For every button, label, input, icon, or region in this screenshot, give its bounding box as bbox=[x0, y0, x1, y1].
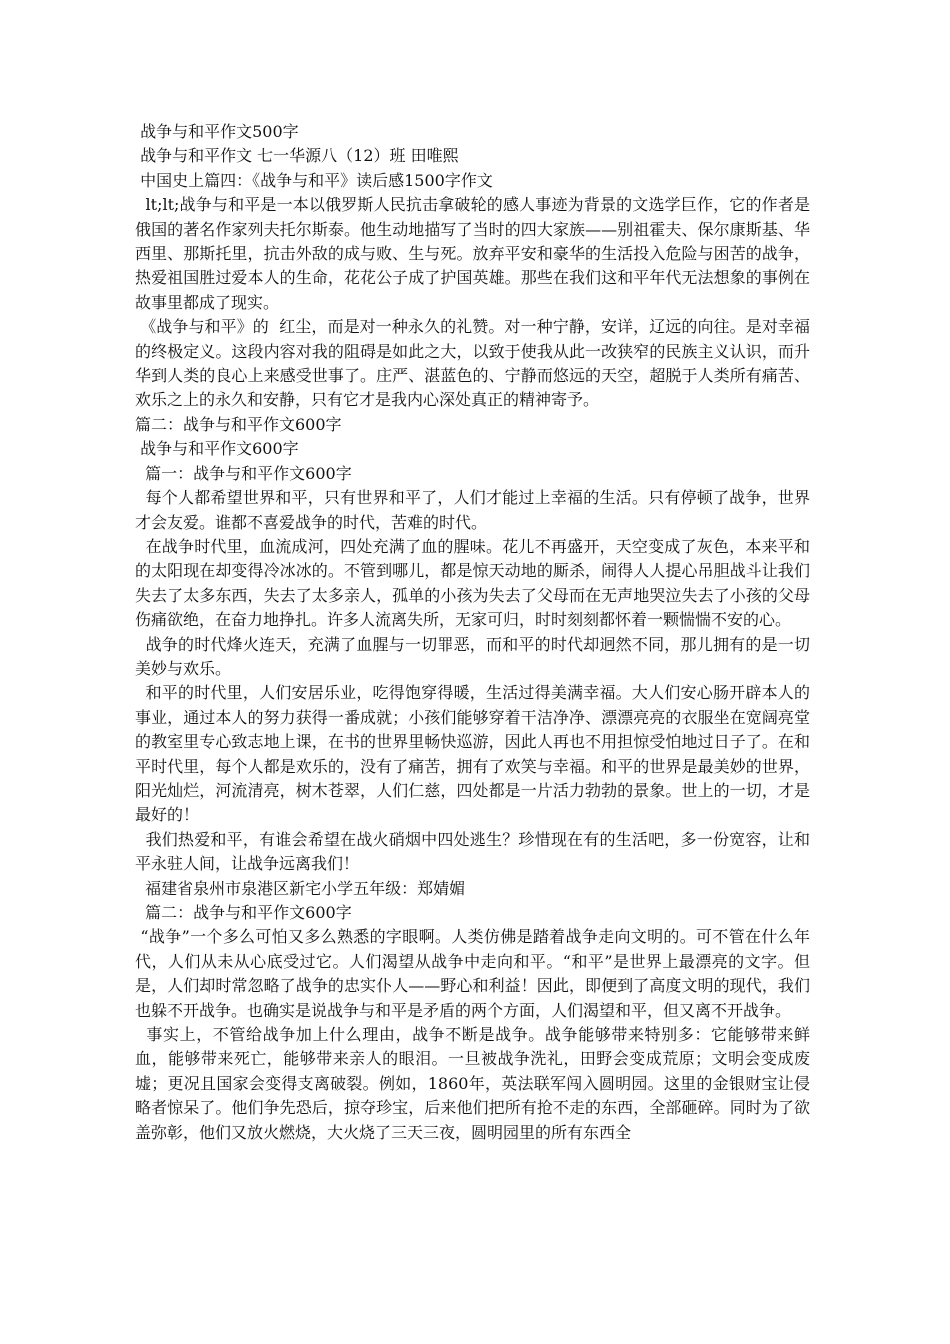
paragraph-6: 和平的时代里，人们安居乐业，吃得饱穿得暖，生活过得美满幸福。大人们安心肠开辟本人的事业，通过本人的努力获得一番成就；小孩们能够穿着干洁净净、漂漂亮亮的衣服坐在宽阔亮堂的教室里专心致志地上课，在书的世界里畅快巡游，因此人再也不用担惊受怕地过日子了。在和平时代里，每个人都是欢乐的，没有了痛苦，拥有了欢笑与幸福。和平的世界是最美妙的世界，阳光灿烂，河流清亮，树木苍翠，人们仁慈，四处都是一片活力勃勃的景象。世上的一切，才是最好的！ bbox=[135, 683, 810, 825]
document-body bbox=[135, 120, 810, 1145]
section-heading-2a: 篇二：战争与和平作文600字 bbox=[135, 414, 342, 434]
section-heading-2c: 篇一：战争与和平作文600字 bbox=[135, 463, 352, 483]
paragraph-7: 我们热爱和平，有谁会希望在战火硝烟中四处逃生？珍惜现在有的生活吧，多一份宽容，让和平永驻人间，让战争远离我们！ bbox=[135, 829, 810, 874]
paragraph-3: 每个人都希望世界和平，只有世界和平了，人们才能过上幸福的生活。只有停顿了战争，世界才会友爱。谁都不喜爱战争的时代，苦难的时代。 bbox=[135, 488, 810, 532]
title-line-1: 战争与和平作文500字 bbox=[135, 122, 299, 141]
paragraph-2: 《战争与和平》的 红尘，而是对一种永久的礼赞。对一种宁静，安详，辽远的向往。是对幸福的终极定义。这段内容对我的阻碍是如此之大，以致于使我从此一改狭窄的民族主义认识，而升华到人类的良心上来感受世事了。庄严、湛蓝色的、宁静而悠远的天空，超脱于人类所有痛苦、欢乐之上的永久和安静，只有它才是我内心深处真正的精神寄予。 bbox=[135, 317, 810, 410]
paragraph-10: 事实上，不管给战争加上什么理由，战争不断是战争。战争能够带来特别多：它能够带来鲜血，能够带来死亡，能够带来亲人的眼泪。一旦被战争洗礼，田野会变成荒原；文明会变成废墟；更况且国家会变得支离破裂。例如，1860年，英法联军闯入圆明园。这里的金银财宝让侵略者惊呆了。他们争先恐后，掠夺珍宝，后来他们把所有抢不走的东西，全部砸碎。同时为了欲盖弥彰，他们又放火燃烧，大火烧了三天三夜，圆明园里的所有东西全 bbox=[135, 1025, 810, 1142]
paragraph-4: 在战争时代里，血流成河，四处充满了血的腥味。花儿不再盛开，天空变成了灰色，本来平和的太阳现在却变得冷冰冰的。不管到哪儿，都是惊天动地的厮杀，闹得人人提心吊胆战斗让我们失去了太多东西，失去了太多亲人，孤单的小孩为失去了父母而在无声地哭泣失去了小孩的父母伤痛欲绝，在奋力地挣扎。许多人流离失所，无家可归，时时刻刻都怀着一颗惴惴不安的心。 bbox=[135, 536, 810, 630]
section-heading-2b: 战争与和平作文600字 bbox=[135, 439, 299, 459]
title-line-2: 战争与和平作文 七一华源八（12）班 田唯熙 bbox=[135, 146, 459, 166]
section-heading-3: 篇二：战争与和平作文600字 bbox=[135, 903, 352, 922]
paragraph-5: 战争的时代烽火连天，充满了血腥与一切罪恶，而和平的时代却迥然不同，那儿拥有的是一切美妙与欢乐。 bbox=[135, 634, 810, 678]
author-line: 福建省泉州市泉港区新宅小学五年级：郑婧媚 bbox=[135, 878, 466, 898]
title-line-3: 中国史上篇四：《战争与和平》读后感1500字作文 bbox=[135, 170, 493, 190]
paragraph-1: lt;lt;战争与和平是一本以俄罗斯人民抗击拿破轮的感人事迹为背景的文选学巨作，它的作者是俄国的著名作家列夫托尔斯泰。他生动地描写了当时的四大家族——别祖霍夫、保尔康斯基、华西里、那斯托里，抗击外敌的成与败、生与死。放弃平安和豪华的生活投入危险与困苦的战争，热爱祖国胜过爱本人的生命，花花公子成了护国英雄。那些在我们这和平年代无法想象的事例在故事里都成了现实。 bbox=[135, 195, 810, 312]
paragraph-9: “战争”一个多么可怕又多么熟悉的字眼啊。人类仿佛是踏着战争走向文明的。可不管在什么年代，人们从未从心底受过它。人们渴望从战争中走向和平。“和平”是世界上最漂亮的文字。但是，人们却时常忽略了战争的忠实仆人——野心和利益！因此，即便到了高度文明的现代，我们也躲不开战争。也确实是说战争与和平是矛盾的两个方面，人们渴望和平，但又离不开战争。 bbox=[135, 927, 810, 1020]
